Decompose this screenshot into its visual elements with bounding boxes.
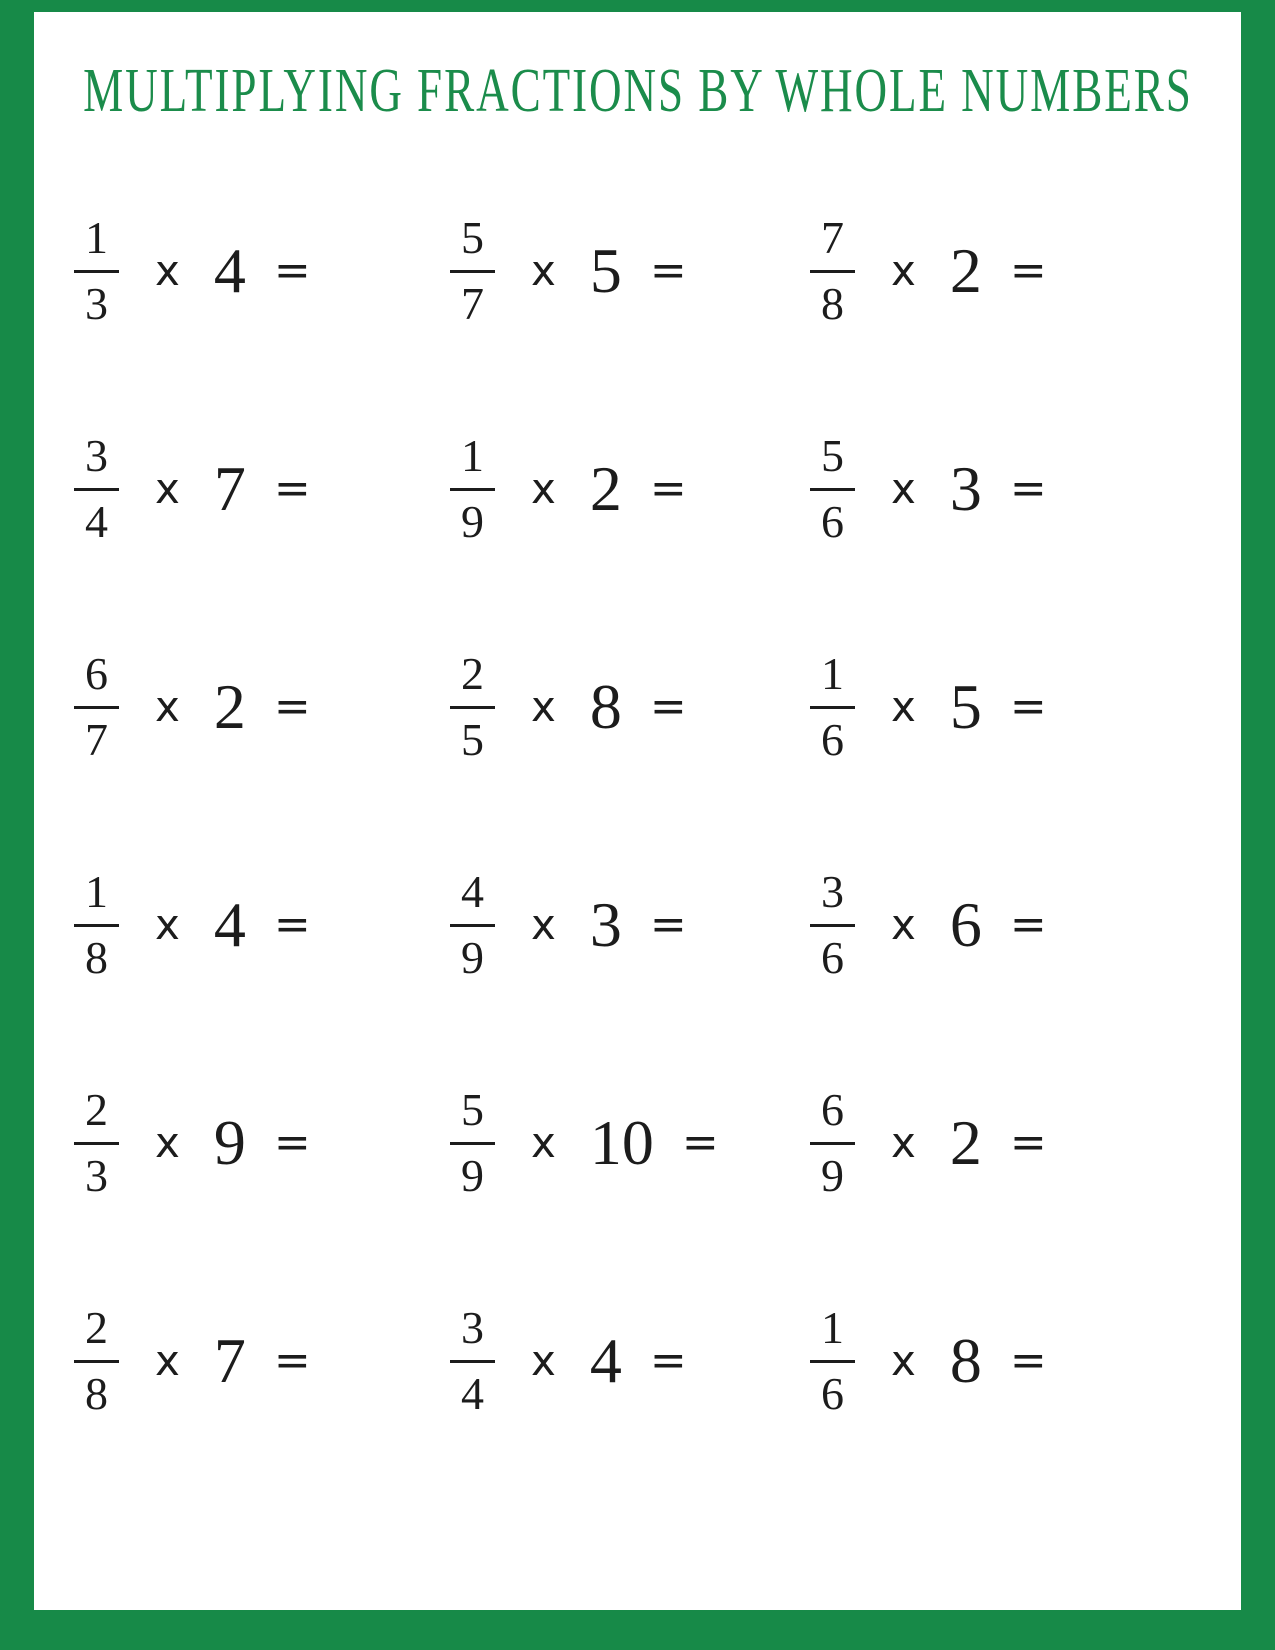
- multiply-symbol: x: [891, 682, 916, 731]
- multiply-symbol: x: [531, 1336, 556, 1385]
- multiply-symbol: x: [891, 1118, 916, 1167]
- multiply-symbol: x: [891, 464, 916, 513]
- fraction-numerator: 3: [74, 433, 119, 491]
- equals-sign: =: [681, 1117, 719, 1168]
- equals-sign: =: [1009, 1335, 1047, 1386]
- whole-number: 2: [589, 453, 622, 524]
- answer-blank: [311, 675, 431, 739]
- multiply-symbol: x: [155, 682, 180, 731]
- multiply-symbol: x: [891, 246, 916, 295]
- fraction: [450, 648, 495, 765]
- fraction-numerator: 5: [450, 1087, 495, 1145]
- multiply-symbol: x: [155, 1118, 180, 1167]
- whole-number: 4: [213, 235, 246, 306]
- fraction: [810, 648, 855, 765]
- answer-blank: [1047, 1329, 1167, 1393]
- multiply-symbol: x: [531, 682, 556, 731]
- answer-blank: [311, 893, 431, 957]
- fraction-denominator: 9: [461, 496, 484, 547]
- whole-number: 4: [213, 889, 246, 960]
- equals-sign: =: [1009, 899, 1047, 950]
- whole-number: 5: [589, 235, 622, 306]
- multiply-symbol: x: [891, 1336, 916, 1385]
- whole-number: 8: [589, 671, 622, 742]
- whole-number: 4: [589, 1325, 622, 1396]
- problem: [74, 866, 450, 983]
- whole-number: 5: [949, 671, 982, 742]
- fraction-denominator: 4: [85, 496, 108, 547]
- equals-sign: =: [273, 463, 311, 514]
- multiply-symbol: x: [891, 900, 916, 949]
- multiply-symbol: x: [531, 900, 556, 949]
- whole-number: 7: [213, 453, 246, 524]
- fraction-numerator: 7: [810, 215, 855, 273]
- answer-blank: [687, 1329, 807, 1393]
- whole-number: 2: [213, 671, 246, 742]
- problem: [450, 1302, 810, 1419]
- equals-sign: =: [273, 899, 311, 950]
- multiply-symbol: x: [155, 1336, 180, 1385]
- problem: [810, 648, 1241, 765]
- fraction: [74, 430, 119, 547]
- fraction: [450, 212, 495, 329]
- answer-blank: [687, 893, 807, 957]
- fraction-denominator: 8: [85, 1368, 108, 1419]
- fraction-denominator: 6: [821, 932, 844, 983]
- problem: [74, 1084, 450, 1201]
- problem: [74, 1302, 450, 1419]
- problem: [450, 1084, 810, 1201]
- answer-blank: [687, 239, 807, 303]
- equals-sign: =: [1009, 245, 1047, 296]
- problem: [450, 430, 810, 547]
- fraction-denominator: 9: [461, 932, 484, 983]
- fraction-denominator: 7: [85, 714, 108, 765]
- fraction-numerator: 1: [810, 1305, 855, 1363]
- answer-blank: [687, 675, 807, 739]
- equals-sign: =: [649, 1335, 687, 1386]
- answer-blank: [311, 457, 431, 521]
- fraction-numerator: 4: [450, 869, 495, 927]
- fraction-numerator: 1: [810, 651, 855, 709]
- answer-blank: [1047, 239, 1167, 303]
- fraction-denominator: 6: [821, 1368, 844, 1419]
- fraction: [810, 1302, 855, 1419]
- equals-sign: =: [273, 1335, 311, 1386]
- fraction-numerator: 5: [810, 433, 855, 491]
- fraction: [450, 1084, 495, 1201]
- problem: [450, 866, 810, 983]
- equals-sign: =: [1009, 463, 1047, 514]
- multiply-symbol: x: [531, 464, 556, 513]
- fraction-numerator: 3: [810, 869, 855, 927]
- fraction-numerator: 5: [450, 215, 495, 273]
- problem: [450, 648, 810, 765]
- answer-blank: [1047, 675, 1167, 739]
- fraction-numerator: 1: [74, 869, 119, 927]
- problem: [810, 430, 1241, 547]
- whole-number: 2: [949, 1107, 982, 1178]
- title-area: [34, 56, 1241, 126]
- fraction: [450, 1302, 495, 1419]
- answer-blank: [1047, 893, 1167, 957]
- fraction: [810, 430, 855, 547]
- fraction-numerator: 2: [74, 1087, 119, 1145]
- problem: [450, 212, 810, 329]
- answer-blank: [687, 457, 807, 521]
- problem: [74, 430, 450, 547]
- fraction-denominator: 8: [821, 278, 844, 329]
- problem: [74, 212, 450, 329]
- whole-number: 8: [949, 1325, 982, 1396]
- problem: [810, 1302, 1241, 1419]
- answer-blank: [719, 1111, 810, 1175]
- fraction: [74, 1302, 119, 1419]
- fraction: [810, 212, 855, 329]
- equals-sign: =: [649, 899, 687, 950]
- fraction-denominator: 9: [461, 1150, 484, 1201]
- problem: [74, 648, 450, 765]
- fraction-denominator: 3: [85, 278, 108, 329]
- whole-number: 10: [589, 1107, 654, 1178]
- answer-blank: [1047, 1111, 1167, 1175]
- whole-number: 7: [213, 1325, 246, 1396]
- fraction-numerator: 1: [74, 215, 119, 273]
- answer-blank: [1047, 457, 1167, 521]
- fraction: [450, 866, 495, 983]
- equals-sign: =: [273, 681, 311, 732]
- multiply-symbol: x: [531, 246, 556, 295]
- fraction-denominator: 6: [821, 714, 844, 765]
- equals-sign: =: [273, 1117, 311, 1168]
- fraction-numerator: 1: [450, 433, 495, 491]
- answer-blank: [311, 1329, 431, 1393]
- fraction: [74, 866, 119, 983]
- fraction-numerator: 2: [74, 1305, 119, 1363]
- fraction: [74, 1084, 119, 1201]
- problem: [810, 1084, 1241, 1201]
- fraction-denominator: 9: [821, 1150, 844, 1201]
- fraction: [450, 430, 495, 547]
- fraction-denominator: 7: [461, 278, 484, 329]
- equals-sign: =: [649, 245, 687, 296]
- fraction-numerator: 2: [450, 651, 495, 709]
- equals-sign: =: [649, 463, 687, 514]
- multiply-symbol: x: [531, 1118, 556, 1167]
- fraction: [74, 212, 119, 329]
- equals-sign: =: [273, 245, 311, 296]
- fraction-numerator: 6: [74, 651, 119, 709]
- answer-blank: [311, 1111, 431, 1175]
- whole-number: 2: [949, 235, 982, 306]
- fraction-numerator: 6: [810, 1087, 855, 1145]
- multiply-symbol: x: [155, 900, 180, 949]
- problems-grid: [34, 162, 1241, 1470]
- equals-sign: =: [1009, 1117, 1047, 1168]
- fraction-denominator: 5: [461, 714, 484, 765]
- whole-number: 3: [949, 453, 982, 524]
- answer-blank: [311, 239, 431, 303]
- multiply-symbol: x: [155, 246, 180, 295]
- equals-sign: =: [1009, 681, 1047, 732]
- problem: [810, 866, 1241, 983]
- fraction: [810, 866, 855, 983]
- whole-number: 3: [589, 889, 622, 960]
- fraction-denominator: 6: [821, 496, 844, 547]
- fraction-numerator: 3: [450, 1305, 495, 1363]
- multiply-symbol: x: [155, 464, 180, 513]
- fraction: [810, 1084, 855, 1201]
- fraction-denominator: 8: [85, 932, 108, 983]
- fraction-denominator: 4: [461, 1368, 484, 1419]
- whole-number: 6: [949, 889, 982, 960]
- whole-number: 9: [213, 1107, 246, 1178]
- fraction: [74, 648, 119, 765]
- worksheet-title: MULTIPLYING FRACTIONS BY WHOLE NUMBERS: [82, 56, 1193, 126]
- problem: [810, 212, 1241, 329]
- fraction-denominator: 3: [85, 1150, 108, 1201]
- equals-sign: =: [649, 681, 687, 732]
